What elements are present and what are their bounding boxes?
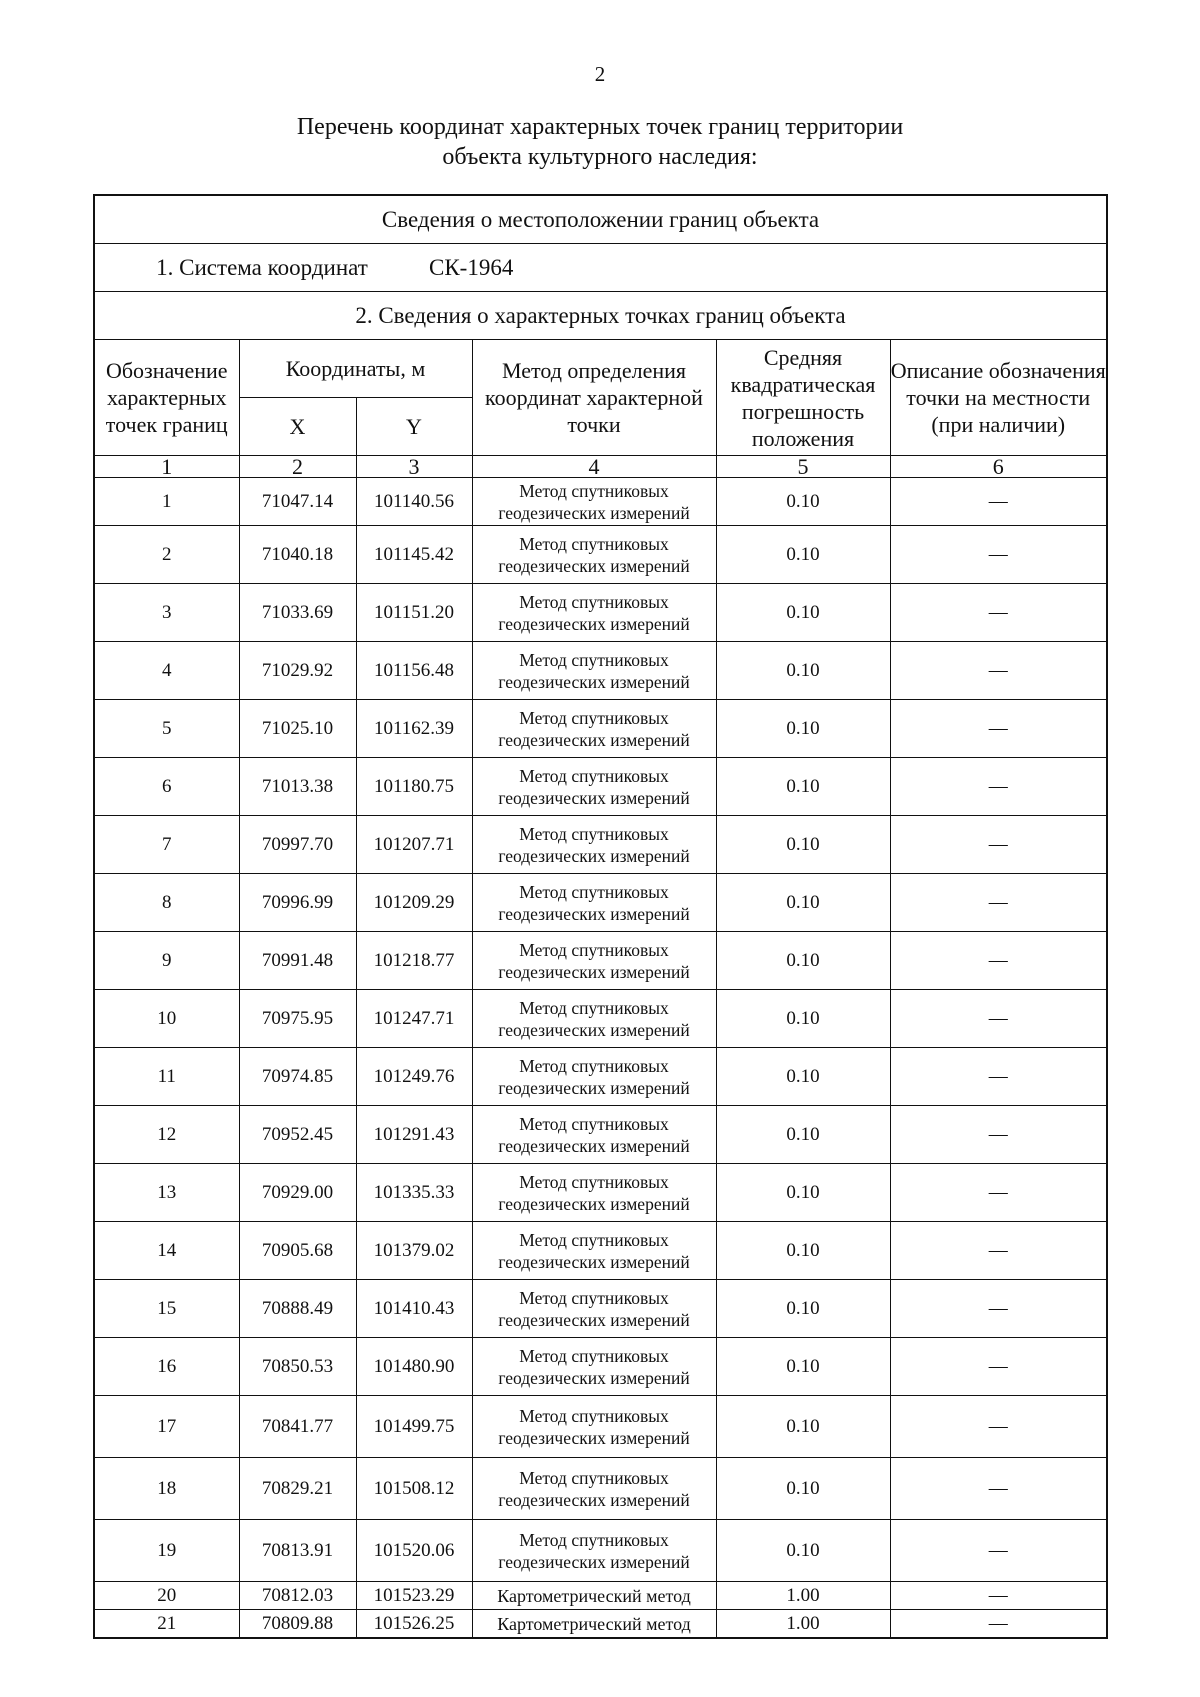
x-coordinate-cell: 71047.14 [239, 478, 356, 526]
description-cell: — [890, 526, 1107, 584]
point-cell: 3 [94, 584, 239, 642]
y-coordinate-cell: 101207.71 [356, 816, 472, 874]
point-cell: 1 [94, 478, 239, 526]
point-cell: 16 [94, 1338, 239, 1396]
col-header-point: Обозначение характерных точек границ [94, 340, 239, 456]
method-cell: Метод спутниковых геодезических измерений [472, 932, 716, 990]
method-cell: Метод спутниковых геодезических измерений [472, 526, 716, 584]
method-cell: Картометрический метод [472, 1582, 716, 1610]
method-cell: Метод спутниковых геодезических измерений [472, 1520, 716, 1582]
col-header-method: Метод определения координат характерной точки [472, 340, 716, 456]
description-cell: — [890, 1582, 1107, 1610]
document-title [0, 112, 1200, 172]
x-coordinate-cell: 70997.70 [239, 816, 356, 874]
title-line-1: Перечень координат характерных точек границ территории [296, 114, 904, 140]
method-cell: Метод спутниковых геодезических измерений [472, 990, 716, 1048]
accuracy-cell: 0.10 [716, 1396, 890, 1458]
table-row [94, 932, 1107, 990]
point-cell: 8 [94, 874, 239, 932]
accuracy-cell: 0.10 [716, 816, 890, 874]
point-cell: 13 [94, 1164, 239, 1222]
y-coordinate-cell: 101335.33 [356, 1164, 472, 1222]
col-header-coordinates: Координаты, м [239, 340, 472, 398]
col-header-accuracy: Средняя квадратическая погрешность положения [716, 340, 890, 456]
table-row [94, 1338, 1107, 1396]
method-cell: Метод спутниковых геодезических измерений [472, 1106, 716, 1164]
section-header: Сведения о местоположении границ объекта [94, 195, 1107, 244]
table-row [94, 478, 1107, 526]
description-cell: — [890, 1338, 1107, 1396]
accuracy-cell: 0.10 [716, 478, 890, 526]
description-cell: — [890, 478, 1107, 526]
column-number: 5 [716, 456, 890, 478]
table-row [94, 990, 1107, 1048]
description-cell: — [890, 758, 1107, 816]
point-cell: 6 [94, 758, 239, 816]
method-cell: Метод спутниковых геодезических измерений [472, 874, 716, 932]
x-coordinate-cell: 70996.99 [239, 874, 356, 932]
column-number: 6 [890, 456, 1107, 478]
y-coordinate-cell: 101480.90 [356, 1338, 472, 1396]
x-coordinate-cell: 70975.95 [239, 990, 356, 1048]
table-row [94, 1164, 1107, 1222]
description-cell: — [890, 1106, 1107, 1164]
point-cell: 12 [94, 1106, 239, 1164]
coordinates-table [93, 194, 1108, 1639]
description-cell: — [890, 816, 1107, 874]
table-row [94, 1048, 1107, 1106]
table-row [94, 642, 1107, 700]
table-row [94, 1520, 1107, 1582]
accuracy-cell: 0.10 [716, 1280, 890, 1338]
points-section-label: 2. Сведения о характерных точках границ объекта [94, 292, 1107, 340]
x-coordinate-cell: 70888.49 [239, 1280, 356, 1338]
accuracy-cell: 0.10 [716, 584, 890, 642]
x-coordinate-cell: 70905.68 [239, 1222, 356, 1280]
method-cell: Метод спутниковых геодезических измерений [472, 1048, 716, 1106]
x-coordinate-cell: 71029.92 [239, 642, 356, 700]
x-coordinate-cell: 71025.10 [239, 700, 356, 758]
x-coordinate-cell: 70991.48 [239, 932, 356, 990]
description-cell: — [890, 1164, 1107, 1222]
coord-system-label: 1. Система координат [156, 254, 368, 280]
y-coordinate-cell: 101156.48 [356, 642, 472, 700]
coord-system-row [94, 244, 1107, 292]
method-cell: Метод спутниковых геодезических измерений [472, 1458, 716, 1520]
method-cell: Метод спутниковых геодезических измерений [472, 1396, 716, 1458]
accuracy-cell: 0.10 [716, 1106, 890, 1164]
y-coordinate-cell: 101523.29 [356, 1582, 472, 1610]
y-coordinate-cell: 101145.42 [356, 526, 472, 584]
accuracy-cell: 0.10 [716, 1458, 890, 1520]
point-cell: 7 [94, 816, 239, 874]
x-coordinate-cell: 71033.69 [239, 584, 356, 642]
description-cell: — [890, 990, 1107, 1048]
method-cell: Метод спутниковых геодезических измерений [472, 816, 716, 874]
point-cell: 19 [94, 1520, 239, 1582]
method-cell: Метод спутниковых геодезических измерений [472, 758, 716, 816]
point-cell: 21 [94, 1610, 239, 1639]
accuracy-cell: 0.10 [716, 758, 890, 816]
y-coordinate-cell: 101379.02 [356, 1222, 472, 1280]
y-coordinate-cell: 101520.06 [356, 1520, 472, 1582]
accuracy-cell: 0.10 [716, 874, 890, 932]
table-row [94, 874, 1107, 932]
title-line-2: объекта культурного наследия: [442, 144, 758, 170]
x-coordinate-cell: 70829.21 [239, 1458, 356, 1520]
y-coordinate-cell: 101291.43 [356, 1106, 472, 1164]
x-coordinate-cell: 70974.85 [239, 1048, 356, 1106]
x-coordinate-cell: 70850.53 [239, 1338, 356, 1396]
page-number: 2 [594, 62, 606, 86]
accuracy-cell: 0.10 [716, 526, 890, 584]
column-number: 1 [94, 456, 239, 478]
table-row [94, 584, 1107, 642]
table-row [94, 1582, 1107, 1610]
description-cell: — [890, 874, 1107, 932]
accuracy-cell: 0.10 [716, 990, 890, 1048]
column-number-row [94, 456, 1107, 478]
point-cell: 4 [94, 642, 239, 700]
section-header-row [94, 195, 1107, 244]
description-cell: — [890, 1048, 1107, 1106]
x-coordinate-cell: 70952.45 [239, 1106, 356, 1164]
coord-system-value: СК-1964 [429, 254, 514, 280]
point-cell: 17 [94, 1396, 239, 1458]
y-coordinate-cell: 101218.77 [356, 932, 472, 990]
points-section-row [94, 292, 1107, 340]
y-coordinate-cell: 101162.39 [356, 700, 472, 758]
table-row [94, 700, 1107, 758]
method-cell: Метод спутниковых геодезических измерений [472, 1222, 716, 1280]
table-row [94, 1222, 1107, 1280]
x-coordinate-cell: 70929.00 [239, 1164, 356, 1222]
description-cell: — [890, 932, 1107, 990]
description-cell: — [890, 700, 1107, 758]
column-header-row [94, 340, 1107, 398]
y-coordinate-cell: 101508.12 [356, 1458, 472, 1520]
method-cell: Метод спутниковых геодезических измерений [472, 1280, 716, 1338]
point-cell: 9 [94, 932, 239, 990]
y-coordinate-cell: 101249.76 [356, 1048, 472, 1106]
col-header-y: Y [356, 398, 472, 456]
y-coordinate-cell: 101151.20 [356, 584, 472, 642]
column-number: 3 [356, 456, 472, 478]
table-row [94, 1106, 1107, 1164]
y-coordinate-cell: 101526.25 [356, 1610, 472, 1639]
x-coordinate-cell: 71040.18 [239, 526, 356, 584]
accuracy-cell: 0.10 [716, 1338, 890, 1396]
method-cell: Метод спутниковых геодезических измерений [472, 478, 716, 526]
y-coordinate-cell: 101180.75 [356, 758, 472, 816]
table-row [94, 1280, 1107, 1338]
method-cell: Метод спутниковых геодезических измерений [472, 1164, 716, 1222]
description-cell: — [890, 1520, 1107, 1582]
y-coordinate-cell: 101209.29 [356, 874, 472, 932]
column-number: 4 [472, 456, 716, 478]
table-row [94, 526, 1107, 584]
y-coordinate-cell: 101499.75 [356, 1396, 472, 1458]
point-cell: 14 [94, 1222, 239, 1280]
x-coordinate-cell: 70841.77 [239, 1396, 356, 1458]
point-cell: 2 [94, 526, 239, 584]
x-coordinate-cell: 70813.91 [239, 1520, 356, 1582]
table-row [94, 758, 1107, 816]
table-row [94, 1458, 1107, 1520]
description-cell: — [890, 584, 1107, 642]
accuracy-cell: 0.10 [716, 932, 890, 990]
accuracy-cell: 1.00 [716, 1582, 890, 1610]
method-cell: Метод спутниковых геодезических измерений [472, 700, 716, 758]
point-cell: 15 [94, 1280, 239, 1338]
description-cell: — [890, 1222, 1107, 1280]
column-number: 2 [239, 456, 356, 478]
method-cell: Картометрический метод [472, 1610, 716, 1639]
point-cell: 5 [94, 700, 239, 758]
description-cell: — [890, 642, 1107, 700]
x-coordinate-cell: 71013.38 [239, 758, 356, 816]
description-cell: — [890, 1396, 1107, 1458]
point-cell: 20 [94, 1582, 239, 1610]
y-coordinate-cell: 101247.71 [356, 990, 472, 1048]
col-header-description: Описание обозначения точки на местности (при наличии) [890, 340, 1107, 456]
x-coordinate-cell: 70812.03 [239, 1582, 356, 1610]
x-coordinate-cell: 70809.88 [239, 1610, 356, 1639]
method-cell: Метод спутниковых геодезических измерений [472, 642, 716, 700]
method-cell: Метод спутниковых геодезических измерений [472, 584, 716, 642]
accuracy-cell: 0.10 [716, 700, 890, 758]
y-coordinate-cell: 101140.56 [356, 478, 472, 526]
y-coordinate-cell: 101410.43 [356, 1280, 472, 1338]
point-cell: 10 [94, 990, 239, 1048]
accuracy-cell: 1.00 [716, 1610, 890, 1639]
description-cell: — [890, 1610, 1107, 1639]
description-cell: — [890, 1280, 1107, 1338]
accuracy-cell: 0.10 [716, 1520, 890, 1582]
point-cell: 18 [94, 1458, 239, 1520]
accuracy-cell: 0.10 [716, 1222, 890, 1280]
description-cell: — [890, 1458, 1107, 1520]
accuracy-cell: 0.10 [716, 642, 890, 700]
table-row [94, 816, 1107, 874]
accuracy-cell: 0.10 [716, 1164, 890, 1222]
col-header-x: X [239, 398, 356, 456]
point-cell: 11 [94, 1048, 239, 1106]
method-cell: Метод спутниковых геодезических измерений [472, 1338, 716, 1396]
accuracy-cell: 0.10 [716, 1048, 890, 1106]
table-row [94, 1396, 1107, 1458]
table-row [94, 1610, 1107, 1639]
